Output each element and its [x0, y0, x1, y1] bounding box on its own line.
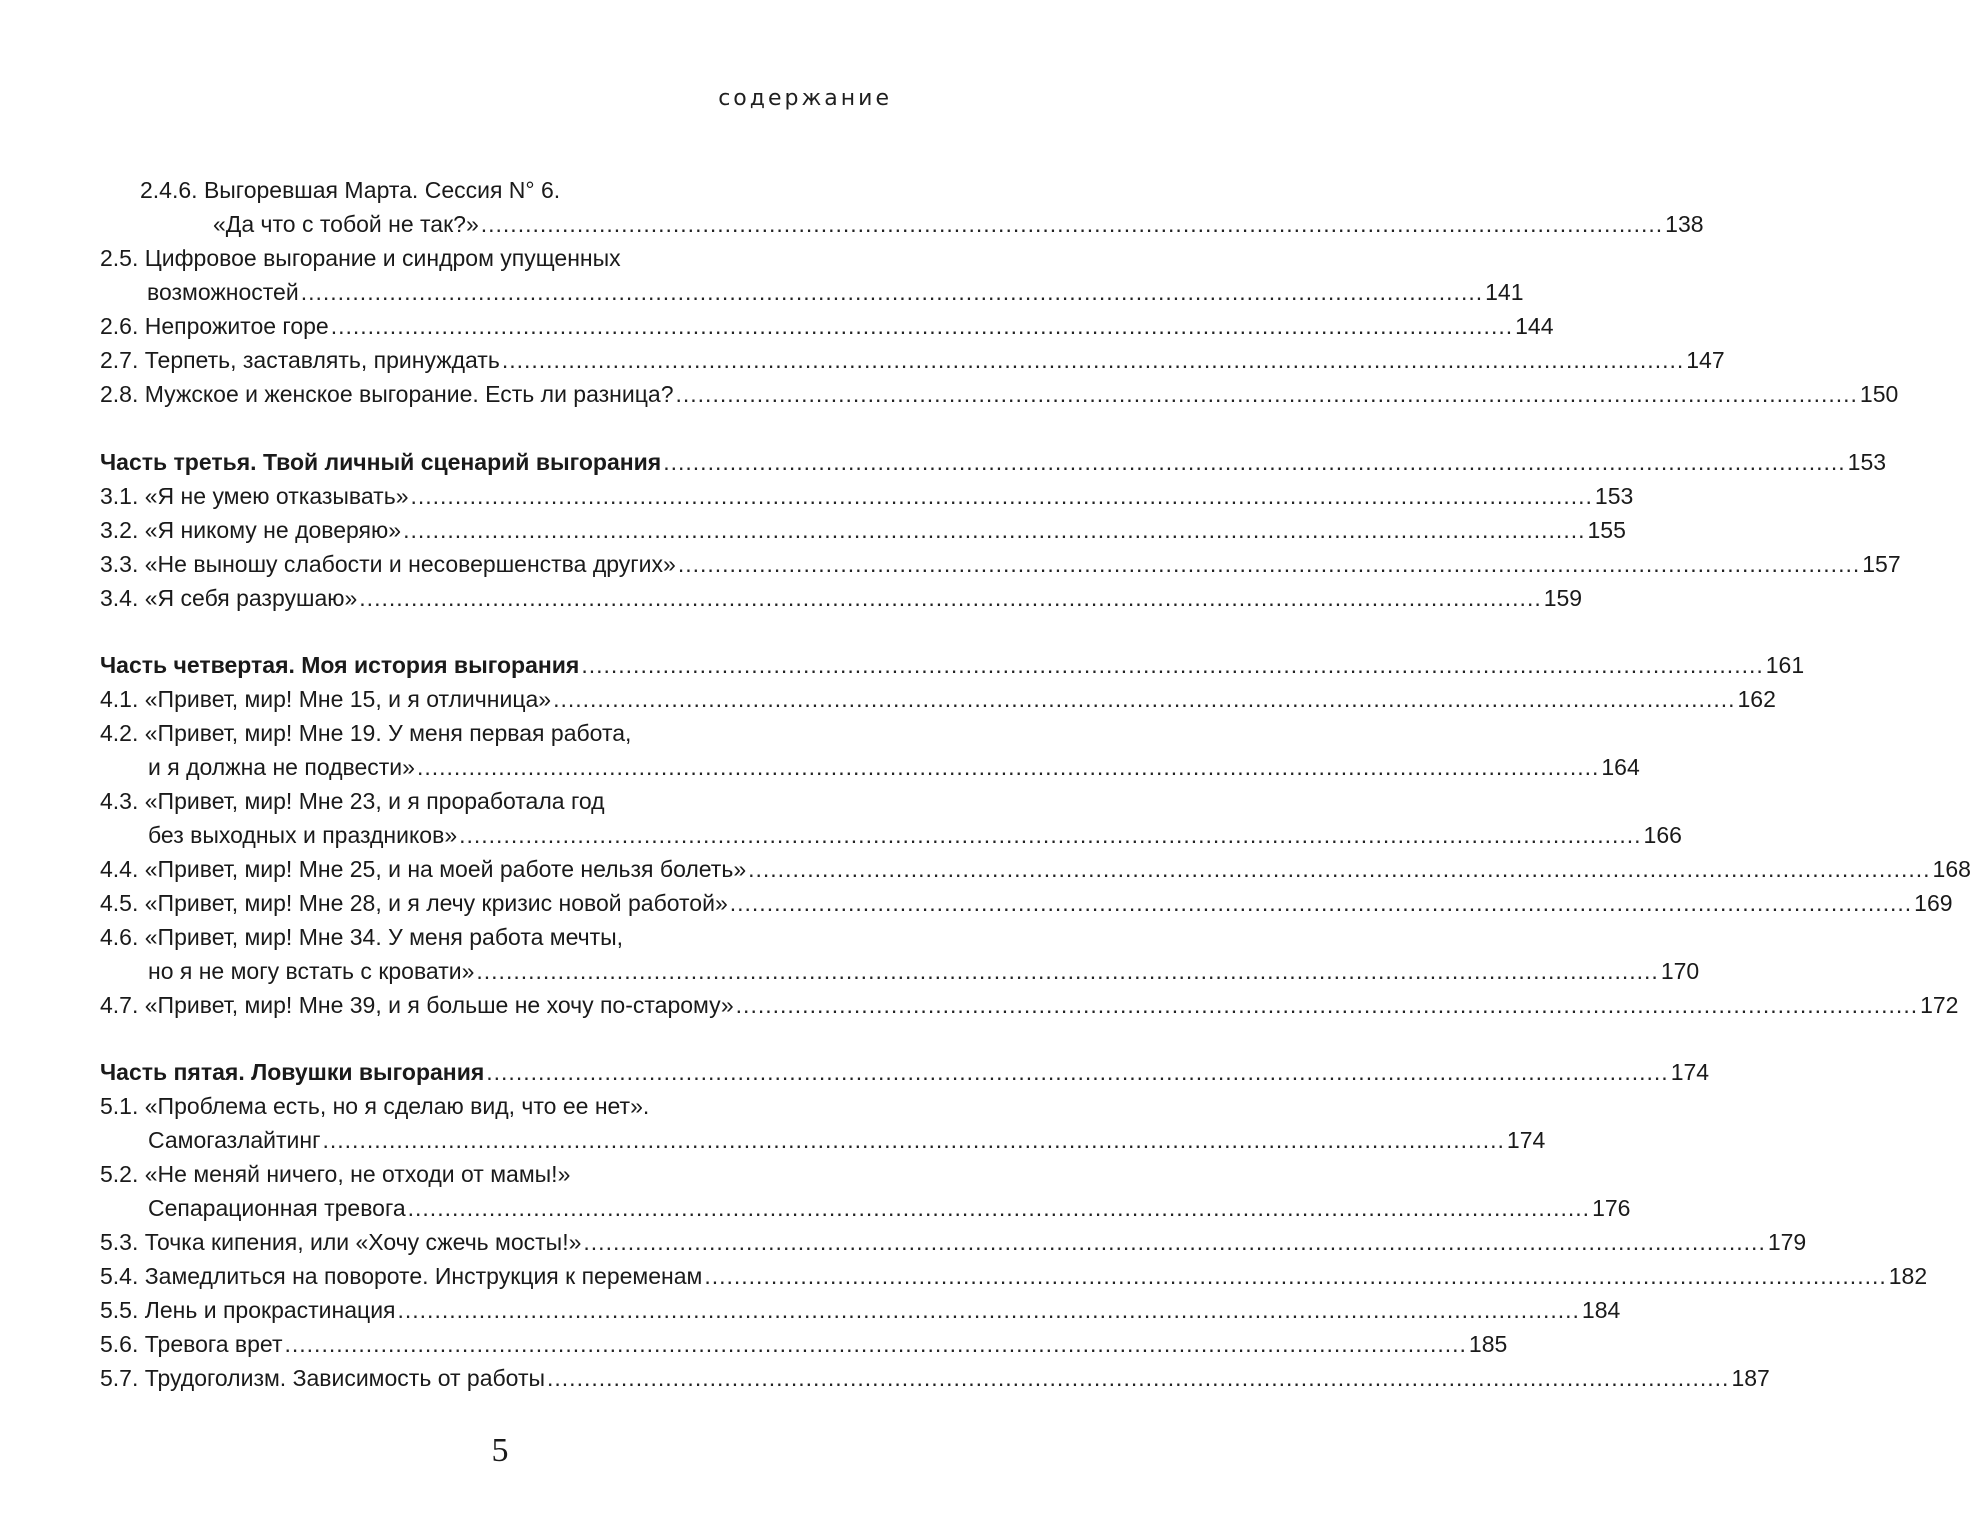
entry-number: 3.1.: [100, 483, 139, 509]
leader-dots: ................................................................................................................................................................: [547, 1365, 1730, 1391]
entry-page: 184: [1581, 1297, 1621, 1323]
entry-title-continued: «Да что с тобой не так?»: [213, 211, 479, 237]
entry-page: 161: [1765, 652, 1805, 678]
part-title: Часть пятая. Ловушки выгорания: [100, 1059, 485, 1085]
leader-dots: ................................................................................................................................................................: [553, 686, 1736, 712]
entry-title-continued: Сепарационная тревога: [148, 1195, 406, 1221]
part-title: Часть третья. Твой личный сценарий выгорания: [100, 449, 662, 475]
leader-dots: ................................................................................................................................................................: [729, 890, 1913, 916]
leader-dots: ................................................................................................................................................................: [677, 551, 1861, 577]
leader-dots: ................................................................................................................................................................: [322, 1127, 1505, 1153]
entry-title: Точка кипения, или «Хочу сжечь мосты!»: [144, 1229, 582, 1255]
entry-title: Терпеть, заставлять, принуждать: [144, 347, 500, 373]
entry-number: 3.3.: [100, 551, 139, 577]
entry-number: 5.2.: [100, 1161, 139, 1187]
entry-title: «Не меняй ничего, не отходи от мамы!»: [144, 1161, 571, 1187]
entry-number: 3.4.: [100, 585, 139, 611]
entry-number: 5.5.: [100, 1297, 139, 1323]
entry-title: «Привет, мир! Мне 28, и я лечу кризис новой работой»: [144, 890, 728, 916]
entry-title-continued: и я должна не подвести»: [148, 754, 415, 780]
leader-dots: ................................................................................................................................................................: [407, 1195, 1591, 1221]
entry-number: 5.7.: [100, 1365, 139, 1391]
entry-page: 138: [1665, 211, 1704, 237]
entry-title-continued: без выходных и праздников»: [148, 822, 458, 848]
entry-number: 5.1.: [100, 1093, 139, 1119]
leader-dots: ................................................................................................................................................................: [403, 517, 1586, 543]
entry-title: Мужское и женское выгорание. Есть ли разница?: [144, 381, 674, 407]
entry-number: 2.7.: [100, 347, 139, 373]
entry-title: Цифровое выгорание и синдром упущенных: [144, 245, 621, 271]
entry-title: «Привет, мир! Мне 25, и на моей работе нельзя болеть»: [144, 856, 747, 882]
entry-page: 166: [1643, 822, 1682, 848]
entry-page: 168: [1932, 856, 1971, 882]
entry-page: 157: [1862, 551, 1901, 577]
entry-page: 179: [1767, 1229, 1807, 1255]
leader-dots: ................................................................................................................................................................: [748, 856, 1931, 882]
entry-page: 182: [1888, 1263, 1928, 1289]
entry-page: 155: [1587, 517, 1626, 543]
leader-dots: ................................................................................................................................................................: [459, 822, 1642, 848]
entry-title: «Я никому не доверяю»: [144, 517, 402, 543]
entry-title: Непрожитое горе: [144, 313, 329, 339]
entry-title-continued: Самогазлайтинг: [148, 1127, 321, 1153]
entry-number: 4.3.: [100, 788, 139, 814]
entry-title: «Привет, мир! Мне 19. У меня первая работа,: [144, 720, 632, 746]
entry-number: 2.8.: [100, 381, 139, 407]
entry-title-continued: возможностей: [147, 279, 299, 305]
leader-dots: ................................................................................................................................................................: [501, 347, 1685, 373]
entry-page: 174: [1506, 1127, 1546, 1153]
entry-number: 4.2.: [100, 720, 139, 746]
leader-dots: ................................................................................................................................................................: [704, 1263, 1887, 1289]
entry-number: 2.5.: [100, 245, 139, 271]
entry-number: 4.1.: [100, 686, 139, 712]
part-title: Часть четвертая. Моя история выгорания: [100, 652, 580, 678]
page-number: 5: [491, 1432, 509, 1469]
leader-dots: ................................................................................................................................................................: [410, 483, 1593, 509]
entry-page: 187: [1731, 1365, 1770, 1391]
leader-dots: ................................................................................................................................................................: [416, 754, 1600, 780]
entry-title: «Не выношу слабости и несовершенства других»: [144, 551, 676, 577]
entry-number: 4.5.: [100, 890, 139, 916]
entry-number: 2.6.: [100, 313, 139, 339]
leader-dots: ................................................................................................................................................................: [397, 1297, 1580, 1323]
entry-page: 147: [1686, 347, 1725, 373]
leader-dots: ................................................................................................................................................................: [735, 992, 1919, 1018]
entry-title: «Привет, мир! Мне 34. У меня работа мечты,: [144, 924, 624, 950]
entry-title-continued: но я не могу встать с кровати»: [148, 958, 475, 984]
entry-title: «Привет, мир! Мне 15, и я отличница»: [144, 686, 552, 712]
entry-title: «Проблема есть, но я сделаю вид, что ее нет».: [144, 1093, 650, 1119]
entry-page: 153: [1847, 449, 1887, 475]
leader-dots: ................................................................................................................................................................: [486, 1059, 1669, 1085]
entry-page: 176: [1592, 1195, 1631, 1221]
leader-dots: ................................................................................................................................................................: [675, 381, 1858, 407]
entry-page: 164: [1601, 754, 1640, 780]
entry-title: Тревога врет: [144, 1331, 283, 1357]
entry-title: «Я не умею отказывать»: [144, 483, 409, 509]
entry-number: 2.4.6.: [140, 177, 198, 203]
entry-page: 174: [1670, 1059, 1710, 1085]
entry-title: Замедлиться на повороте. Инструкция к переменам: [144, 1263, 703, 1289]
entry-number: 5.6.: [100, 1331, 139, 1357]
entry-page: 144: [1515, 313, 1554, 339]
running-head: содержание: [718, 86, 892, 111]
leader-dots: ................................................................................................................................................................: [663, 449, 1846, 475]
leader-dots: ................................................................................................................................................................: [284, 1331, 1467, 1357]
leader-dots: ................................................................................................................................................................: [480, 211, 1664, 237]
leader-dots: ................................................................................................................................................................: [359, 585, 1542, 611]
leader-dots: ................................................................................................................................................................: [476, 958, 1659, 984]
entry-number: 3.2.: [100, 517, 139, 543]
entry-page: 159: [1543, 585, 1583, 611]
entry-title: Лень и прокрастинация: [144, 1297, 396, 1323]
entry-number: 4.7.: [100, 992, 139, 1018]
leader-dots: ................................................................................................................................................................: [583, 1229, 1766, 1255]
leader-dots: ................................................................................................................................................................: [300, 279, 1484, 305]
entry-page: 169: [1914, 890, 1953, 916]
leader-dots: ................................................................................................................................................................: [330, 313, 1514, 339]
entry-page: 170: [1660, 958, 1700, 984]
entry-number: 4.4.: [100, 856, 139, 882]
entry-page: 153: [1594, 483, 1634, 509]
entry-number: 5.3.: [100, 1229, 139, 1255]
entry-page: 141: [1485, 279, 1524, 305]
entry-page: 162: [1737, 686, 1776, 712]
entry-title: «Я себя разрушаю»: [144, 585, 358, 611]
entry-page: 185: [1468, 1331, 1508, 1357]
entry-number: 5.4.: [100, 1263, 139, 1289]
entry-number: 4.6.: [100, 924, 139, 950]
entry-page: 150: [1859, 381, 1899, 407]
entry-title: «Привет, мир! Мне 39, и я больше не хочу по-старому»: [144, 992, 734, 1018]
entry-page: 172: [1920, 992, 1959, 1018]
entry-title: Трудоголизм. Зависимость от работы: [144, 1365, 546, 1391]
entry-title: «Привет, мир! Мне 23, и я проработала год: [144, 788, 605, 814]
entry-title: Выгоревшая Марта. Сессия N° 6.: [203, 177, 561, 203]
leader-dots: ................................................................................................................................................................: [581, 652, 1764, 678]
